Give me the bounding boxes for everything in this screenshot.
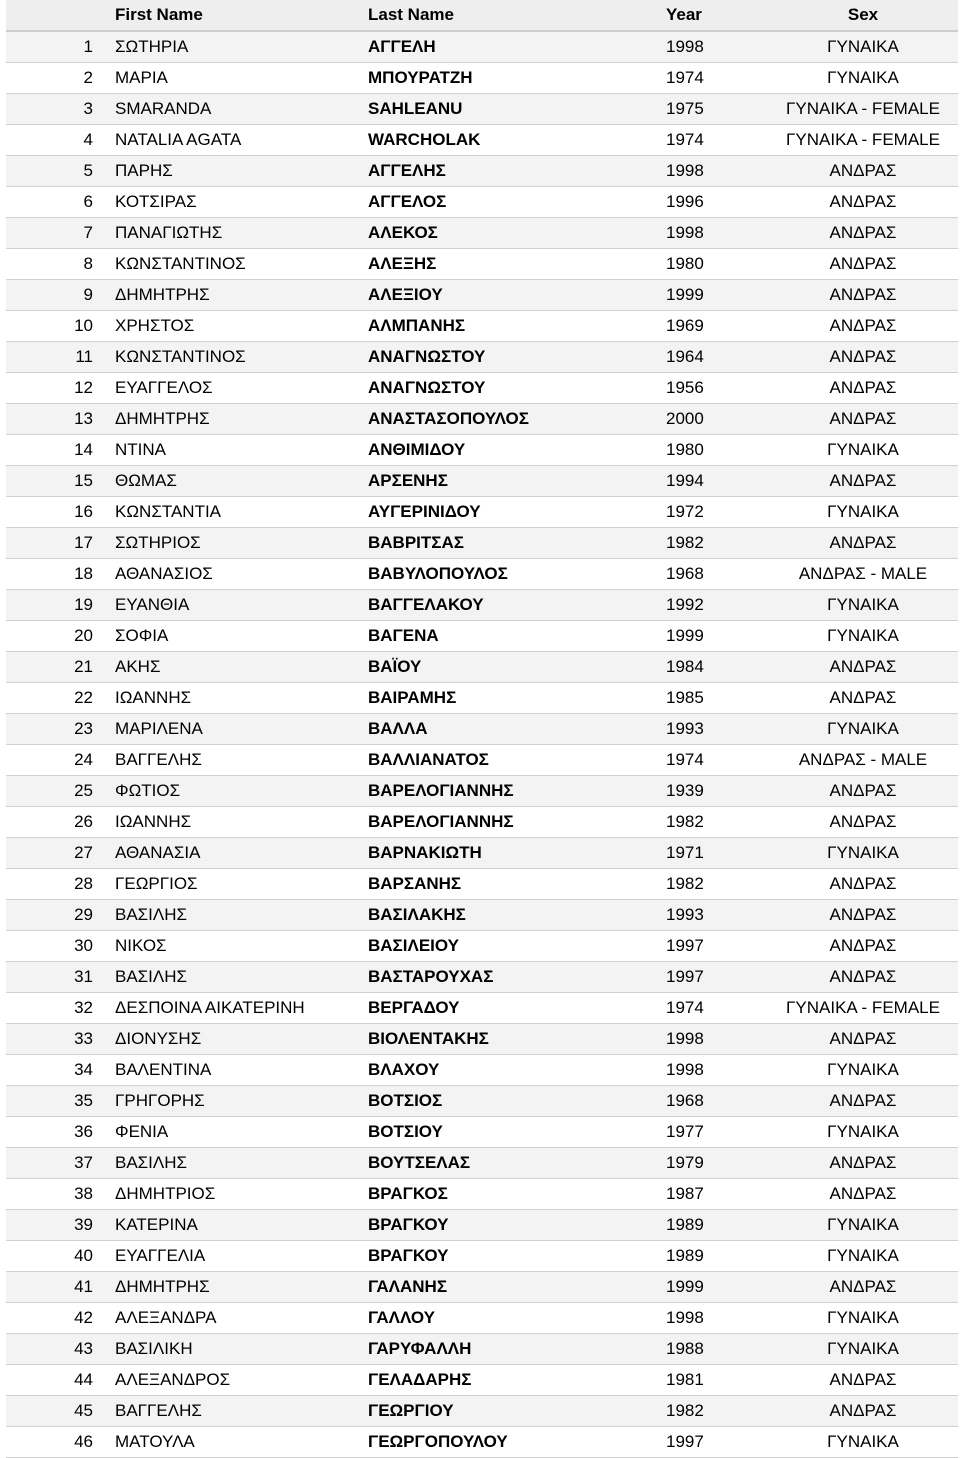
last-name-cell: ΒΑΛΛΙΑΝΑΤΟΣ xyxy=(358,745,658,776)
first-name-cell: ΕΥΑΝΘΙΑ xyxy=(105,590,358,621)
first-name-cell: ΒΑΛΕΝΤΙΝΑ xyxy=(105,1055,358,1086)
year-cell: 1997 xyxy=(658,931,768,962)
year-cell: 1984 xyxy=(658,652,768,683)
last-name-cell: ΓΑΛΑΝΗΣ xyxy=(358,1272,658,1303)
last-name-cell: ΑΥΓΕΡΙΝΙΔΟΥ xyxy=(358,497,658,528)
table-row xyxy=(6,590,958,621)
sex-cell: ΑΝΔΡΑΣ xyxy=(768,1365,958,1396)
year-cell: 1969 xyxy=(658,311,768,342)
row-number: 45 xyxy=(6,1396,105,1427)
row-number: 39 xyxy=(6,1210,105,1241)
year-cell: 1968 xyxy=(658,1086,768,1117)
first-name-cell: ΚΩΝΣΤΑΝΤΙΝΟΣ xyxy=(105,342,358,373)
row-number: 43 xyxy=(6,1334,105,1365)
sex-cell: ΓΥΝΑΙΚΑ - FEMALE xyxy=(768,993,958,1024)
sex-cell: ΑΝΔΡΑΣ xyxy=(768,931,958,962)
year-cell: 1977 xyxy=(658,1117,768,1148)
last-name-cell: ΒΑΡΣΑΝΗΣ xyxy=(358,869,658,900)
first-name-cell: ΜΑΡΙΑ xyxy=(105,63,358,94)
year-cell: 1982 xyxy=(658,1396,768,1427)
first-name-cell: ΑΛΕΞΑΝΔΡΟΣ xyxy=(105,1365,358,1396)
sex-cell: ΑΝΔΡΑΣ - MALE xyxy=(768,745,958,776)
first-name-cell: ΔΗΜΗΤΡΗΣ xyxy=(105,280,358,311)
year-cell: 1981 xyxy=(658,1365,768,1396)
header-row xyxy=(6,0,958,31)
year-cell: 1974 xyxy=(658,745,768,776)
sex-cell: ΑΝΔΡΑΣ xyxy=(768,528,958,559)
row-number: 13 xyxy=(6,404,105,435)
year-cell: 1985 xyxy=(658,683,768,714)
first-name-cell: ΣΩΤΗΡΙΟΣ xyxy=(105,528,358,559)
row-number: 35 xyxy=(6,1086,105,1117)
sex-cell: ΓΥΝΑΙΚΑ xyxy=(768,1303,958,1334)
row-number: 32 xyxy=(6,993,105,1024)
first-name-cell: ΦΩΤΙΟΣ xyxy=(105,776,358,807)
table-row xyxy=(6,776,958,807)
last-name-cell: ΑΓΓΕΛΗΣ xyxy=(358,156,658,187)
last-name-cell: ΑΛΕΞΗΣ xyxy=(358,249,658,280)
table-row xyxy=(6,838,958,869)
first-name-cell: ΕΥΑΓΓΕΛΙΑ xyxy=(105,1241,358,1272)
table-row xyxy=(6,435,958,466)
table-row xyxy=(6,714,958,745)
year-cell: 1996 xyxy=(658,187,768,218)
row-number: 46 xyxy=(6,1427,105,1458)
sex-cell: ΓΥΝΑΙΚΑ xyxy=(768,1055,958,1086)
year-cell: 1988 xyxy=(658,1334,768,1365)
header-last-name: Last Name xyxy=(358,0,658,31)
year-cell: 1998 xyxy=(658,1024,768,1055)
year-cell: 1980 xyxy=(658,435,768,466)
last-name-cell: ΑΓΓΕΛΗ xyxy=(358,31,658,63)
table-row xyxy=(6,1179,958,1210)
header-number xyxy=(6,0,105,31)
first-name-cell: ΣΩΤΗΡΙΑ xyxy=(105,31,358,63)
year-cell: 1997 xyxy=(658,1427,768,1458)
last-name-cell: ΒΟΤΣΙΟΣ xyxy=(358,1086,658,1117)
row-number: 41 xyxy=(6,1272,105,1303)
row-number: 26 xyxy=(6,807,105,838)
sex-cell: ΑΝΔΡΑΣ xyxy=(768,776,958,807)
sex-cell: ΓΥΝΑΙΚΑ xyxy=(768,838,958,869)
table-row xyxy=(6,1148,958,1179)
row-number: 29 xyxy=(6,900,105,931)
sex-cell: ΑΝΔΡΑΣ xyxy=(768,1396,958,1427)
last-name-cell: ΒΑΒΡΙΤΣΑΣ xyxy=(358,528,658,559)
year-cell: 1999 xyxy=(658,1272,768,1303)
row-number: 15 xyxy=(6,466,105,497)
sex-cell: ΑΝΔΡΑΣ xyxy=(768,466,958,497)
row-number: 36 xyxy=(6,1117,105,1148)
first-name-cell: ΝΙΚΟΣ xyxy=(105,931,358,962)
participants-table xyxy=(6,0,958,1458)
table-row xyxy=(6,993,958,1024)
year-cell: 1999 xyxy=(658,621,768,652)
first-name-cell: ΚΟΤΣΙΡΑΣ xyxy=(105,187,358,218)
table-row xyxy=(6,1241,958,1272)
table-row xyxy=(6,1055,958,1086)
first-name-cell: ΒΑΓΓΕΛΗΣ xyxy=(105,745,358,776)
row-number: 17 xyxy=(6,528,105,559)
last-name-cell: ΒΑΙΡΑΜΗΣ xyxy=(358,683,658,714)
first-name-cell: ΝΤΙΝΑ xyxy=(105,435,358,466)
first-name-cell: ΣΟΦΙΑ xyxy=(105,621,358,652)
row-number: 4 xyxy=(6,125,105,156)
last-name-cell: ΑΡΣΕΝΗΣ xyxy=(358,466,658,497)
last-name-cell: ΒΑΓΕΝΑ xyxy=(358,621,658,652)
table-row xyxy=(6,280,958,311)
year-cell: 1998 xyxy=(658,156,768,187)
last-name-cell: ΒΑΪΟΥ xyxy=(358,652,658,683)
row-number: 14 xyxy=(6,435,105,466)
year-cell: 1994 xyxy=(658,466,768,497)
year-cell: 2000 xyxy=(658,404,768,435)
table-row xyxy=(6,125,958,156)
first-name-cell: NATALIA AGATA xyxy=(105,125,358,156)
sex-cell: ΓΥΝΑΙΚΑ xyxy=(768,497,958,528)
last-name-cell: ΒΑΣΙΛΕΙΟΥ xyxy=(358,931,658,962)
table-row xyxy=(6,373,958,404)
row-number: 7 xyxy=(6,218,105,249)
first-name-cell: ΙΩΑΝΝΗΣ xyxy=(105,807,358,838)
sex-cell: ΓΥΝΑΙΚΑ xyxy=(768,31,958,63)
table-row xyxy=(6,497,958,528)
sex-cell: ΓΥΝΑΙΚΑ - FEMALE xyxy=(768,125,958,156)
last-name-cell: ΑΛΕΞΙΟΥ xyxy=(358,280,658,311)
table-row xyxy=(6,1334,958,1365)
sex-cell: ΓΥΝΑΙΚΑ xyxy=(768,621,958,652)
last-name-cell: ΑΝΑΣΤΑΣΟΠΟΥΛΟΣ xyxy=(358,404,658,435)
sex-cell: ΓΥΝΑΙΚΑ xyxy=(768,63,958,94)
first-name-cell: ΔΗΜΗΤΡΗΣ xyxy=(105,1272,358,1303)
sex-cell: ΑΝΔΡΑΣ xyxy=(768,869,958,900)
row-number: 19 xyxy=(6,590,105,621)
table-row xyxy=(6,404,958,435)
row-number: 18 xyxy=(6,559,105,590)
year-cell: 1989 xyxy=(658,1210,768,1241)
sex-cell: ΓΥΝΑΙΚΑ xyxy=(768,1117,958,1148)
first-name-cell: ΒΑΣΙΛΗΣ xyxy=(105,962,358,993)
row-number: 1 xyxy=(6,31,105,63)
sex-cell: ΑΝΔΡΑΣ xyxy=(768,311,958,342)
sex-cell: ΑΝΔΡΑΣ xyxy=(768,218,958,249)
row-number: 22 xyxy=(6,683,105,714)
table-row xyxy=(6,466,958,497)
first-name-cell: ΔΗΜΗΤΡΙΟΣ xyxy=(105,1179,358,1210)
sex-cell: ΓΥΝΑΙΚΑ xyxy=(768,1210,958,1241)
last-name-cell: ΑΛΕΚΟΣ xyxy=(358,218,658,249)
table-row xyxy=(6,652,958,683)
table-row xyxy=(6,1303,958,1334)
row-number: 30 xyxy=(6,931,105,962)
table-row xyxy=(6,1272,958,1303)
last-name-cell: ΒΑΣΤΑΡΟΥΧΑΣ xyxy=(358,962,658,993)
first-name-cell: ΕΥΑΓΓΕΛΟΣ xyxy=(105,373,358,404)
first-name-cell: ΑΛΕΞΑΝΔΡΑ xyxy=(105,1303,358,1334)
sex-cell: ΑΝΔΡΑΣ xyxy=(768,652,958,683)
table-row xyxy=(6,1117,958,1148)
first-name-cell: ΒΑΣΙΛΗΣ xyxy=(105,1148,358,1179)
last-name-cell: ΑΛΜΠΑΝΗΣ xyxy=(358,311,658,342)
last-name-cell: ΑΝΘΙΜΙΔΟΥ xyxy=(358,435,658,466)
first-name-cell: ΒΑΓΓΕΛΗΣ xyxy=(105,1396,358,1427)
row-number: 20 xyxy=(6,621,105,652)
row-number: 8 xyxy=(6,249,105,280)
year-cell: 1974 xyxy=(658,63,768,94)
row-number: 23 xyxy=(6,714,105,745)
table-row xyxy=(6,869,958,900)
row-number: 12 xyxy=(6,373,105,404)
first-name-cell: ΙΩΑΝΝΗΣ xyxy=(105,683,358,714)
table-body xyxy=(6,31,958,1458)
row-number: 16 xyxy=(6,497,105,528)
row-number: 21 xyxy=(6,652,105,683)
year-cell: 1968 xyxy=(658,559,768,590)
row-number: 10 xyxy=(6,311,105,342)
sex-cell: ΓΥΝΑΙΚΑ xyxy=(768,1427,958,1458)
row-number: 40 xyxy=(6,1241,105,1272)
year-cell: 1998 xyxy=(658,218,768,249)
sex-cell: ΑΝΔΡΑΣ xyxy=(768,404,958,435)
last-name-cell: ΒΡΑΓΚΟΥ xyxy=(358,1241,658,1272)
last-name-cell: ΒΑΡΕΛΟΓΙΑΝΝΗΣ xyxy=(358,807,658,838)
header-sex: Sex xyxy=(768,0,958,31)
sex-cell: ΑΝΔΡΑΣ xyxy=(768,249,958,280)
year-cell: 1999 xyxy=(658,280,768,311)
year-cell: 1997 xyxy=(658,962,768,993)
last-name-cell: ΒΛΑΧΟΥ xyxy=(358,1055,658,1086)
first-name-cell: ΦΕΝΙΑ xyxy=(105,1117,358,1148)
last-name-cell: ΒΡΑΓΚΟΣ xyxy=(358,1179,658,1210)
year-cell: 1974 xyxy=(658,993,768,1024)
first-name-cell: ΠΑΡΗΣ xyxy=(105,156,358,187)
last-name-cell: ΒΡΑΓΚΟΥ xyxy=(358,1210,658,1241)
first-name-cell: ΑΘΑΝΑΣΙΑ xyxy=(105,838,358,869)
table-row xyxy=(6,962,958,993)
last-name-cell: ΒΑΡΕΛΟΓΙΑΝΝΗΣ xyxy=(358,776,658,807)
last-name-cell: ΑΝΑΓΝΩΣΤΟΥ xyxy=(358,373,658,404)
table-row xyxy=(6,528,958,559)
year-cell: 1998 xyxy=(658,1303,768,1334)
last-name-cell: ΑΓΓΕΛΟΣ xyxy=(358,187,658,218)
sex-cell: ΓΥΝΑΙΚΑ xyxy=(768,590,958,621)
table-row xyxy=(6,807,958,838)
last-name-cell: ΑΝΑΓΝΩΣΤΟΥ xyxy=(358,342,658,373)
table-row xyxy=(6,559,958,590)
first-name-cell: ΘΩΜΑΣ xyxy=(105,466,358,497)
sex-cell: ΓΥΝΑΙΚΑ xyxy=(768,1241,958,1272)
row-number: 9 xyxy=(6,280,105,311)
first-name-cell: ΚΩΝΣΤΑΝΤΙΝΟΣ xyxy=(105,249,358,280)
row-number: 6 xyxy=(6,187,105,218)
first-name-cell: ΧΡΗΣΤΟΣ xyxy=(105,311,358,342)
sex-cell: ΑΝΔΡΑΣ xyxy=(768,683,958,714)
year-cell: 1964 xyxy=(658,342,768,373)
last-name-cell: ΒΑΒΥΛΟΠΟΥΛΟΣ xyxy=(358,559,658,590)
first-name-cell: ΑΘΑΝΑΣΙΟΣ xyxy=(105,559,358,590)
year-cell: 1993 xyxy=(658,714,768,745)
year-cell: 1989 xyxy=(658,1241,768,1272)
row-number: 24 xyxy=(6,745,105,776)
sex-cell: ΓΥΝΑΙΚΑ xyxy=(768,714,958,745)
year-cell: 1972 xyxy=(658,497,768,528)
year-cell: 1979 xyxy=(658,1148,768,1179)
last-name-cell: WARCHOLAK xyxy=(358,125,658,156)
table-row xyxy=(6,900,958,931)
sex-cell: ΑΝΔΡΑΣ xyxy=(768,1086,958,1117)
year-cell: 1971 xyxy=(658,838,768,869)
first-name-cell: ΜΑΤΟΥΛΑ xyxy=(105,1427,358,1458)
year-cell: 1975 xyxy=(658,94,768,125)
last-name-cell: ΜΠΟΥΡΑΤΖΗ xyxy=(358,63,658,94)
sex-cell: ΑΝΔΡΑΣ xyxy=(768,342,958,373)
last-name-cell: ΓΕΩΡΓΙΟΥ xyxy=(358,1396,658,1427)
last-name-cell: ΓΕΩΡΓΟΠΟΥΛΟΥ xyxy=(358,1427,658,1458)
row-number: 33 xyxy=(6,1024,105,1055)
sex-cell: ΑΝΔΡΑΣ xyxy=(768,1272,958,1303)
first-name-cell: ΒΑΣΙΛΙΚΗ xyxy=(105,1334,358,1365)
last-name-cell: ΓΑΛΛΟΥ xyxy=(358,1303,658,1334)
row-number: 11 xyxy=(6,342,105,373)
first-name-cell: ΔΙΟΝΥΣΗΣ xyxy=(105,1024,358,1055)
year-cell: 1998 xyxy=(658,31,768,63)
table-row xyxy=(6,1024,958,1055)
table-row xyxy=(6,31,958,63)
row-number: 37 xyxy=(6,1148,105,1179)
table-row xyxy=(6,1396,958,1427)
table-row xyxy=(6,683,958,714)
row-number: 44 xyxy=(6,1365,105,1396)
header-first-name: First Name xyxy=(105,0,358,31)
sex-cell: ΑΝΔΡΑΣ xyxy=(768,807,958,838)
table-row xyxy=(6,63,958,94)
row-number: 31 xyxy=(6,962,105,993)
sex-cell: ΑΝΔΡΑΣ xyxy=(768,156,958,187)
sex-cell: ΑΝΔΡΑΣ xyxy=(768,1148,958,1179)
table-row xyxy=(6,1427,958,1458)
last-name-cell: ΓΑΡΥΦΑΛΛΗ xyxy=(358,1334,658,1365)
first-name-cell: ΒΑΣΙΛΗΣ xyxy=(105,900,358,931)
table-row xyxy=(6,1365,958,1396)
table-row xyxy=(6,249,958,280)
year-cell: 1980 xyxy=(658,249,768,280)
table-row xyxy=(6,342,958,373)
year-cell: 1982 xyxy=(658,528,768,559)
table-row xyxy=(6,621,958,652)
first-name-cell: ΚΑΤΕΡΙΝΑ xyxy=(105,1210,358,1241)
sex-cell: ΑΝΔΡΑΣ xyxy=(768,187,958,218)
sex-cell: ΓΥΝΑΙΚΑ xyxy=(768,435,958,466)
sex-cell: ΑΝΔΡΑΣ - MALE xyxy=(768,559,958,590)
table-row xyxy=(6,156,958,187)
table-row xyxy=(6,311,958,342)
row-number: 2 xyxy=(6,63,105,94)
sex-cell: ΑΝΔΡΑΣ xyxy=(768,1179,958,1210)
last-name-cell: ΒΕΡΓΑΔΟΥ xyxy=(358,993,658,1024)
last-name-cell: SAHLEANU xyxy=(358,94,658,125)
table-row xyxy=(6,1210,958,1241)
table-row xyxy=(6,745,958,776)
year-cell: 1992 xyxy=(658,590,768,621)
last-name-cell: ΒΑΣΙΛΑΚΗΣ xyxy=(358,900,658,931)
year-cell: 1982 xyxy=(658,807,768,838)
table-row xyxy=(6,187,958,218)
last-name-cell: ΒΑΡΝΑΚΙΩΤΗ xyxy=(358,838,658,869)
row-number: 3 xyxy=(6,94,105,125)
year-cell: 1993 xyxy=(658,900,768,931)
header-year: Year xyxy=(658,0,768,31)
row-number: 42 xyxy=(6,1303,105,1334)
table-row xyxy=(6,931,958,962)
first-name-cell: ΔΕΣΠΟΙΝΑ ΑΙΚΑΤΕΡΙΝΗ xyxy=(105,993,358,1024)
sex-cell: ΓΥΝΑΙΚΑ - FEMALE xyxy=(768,94,958,125)
year-cell: 1939 xyxy=(658,776,768,807)
year-cell: 1998 xyxy=(658,1055,768,1086)
sex-cell: ΑΝΔΡΑΣ xyxy=(768,962,958,993)
last-name-cell: ΒΑΓΓΕΛΑΚΟΥ xyxy=(358,590,658,621)
year-cell: 1987 xyxy=(658,1179,768,1210)
first-name-cell: ΓΕΩΡΓΙΟΣ xyxy=(105,869,358,900)
sex-cell: ΑΝΔΡΑΣ xyxy=(768,280,958,311)
table-row xyxy=(6,218,958,249)
last-name-cell: ΒΙΟΛΕΝΤΑΚΗΣ xyxy=(358,1024,658,1055)
first-name-cell: ΚΩΝΣΤΑΝΤΙΑ xyxy=(105,497,358,528)
row-number: 28 xyxy=(6,869,105,900)
last-name-cell: ΓΕΛΑΔΑΡΗΣ xyxy=(358,1365,658,1396)
last-name-cell: ΒΑΛΛΑ xyxy=(358,714,658,745)
last-name-cell: ΒΟΤΣΙΟΥ xyxy=(358,1117,658,1148)
sex-cell: ΑΝΔΡΑΣ xyxy=(768,373,958,404)
sex-cell: ΑΝΔΡΑΣ xyxy=(768,1024,958,1055)
year-cell: 1956 xyxy=(658,373,768,404)
sex-cell: ΓΥΝΑΙΚΑ xyxy=(768,1334,958,1365)
row-number: 38 xyxy=(6,1179,105,1210)
year-cell: 1982 xyxy=(658,869,768,900)
first-name-cell: ΔΗΜΗΤΡΗΣ xyxy=(105,404,358,435)
row-number: 27 xyxy=(6,838,105,869)
row-number: 25 xyxy=(6,776,105,807)
row-number: 5 xyxy=(6,156,105,187)
first-name-cell: ΑΚΗΣ xyxy=(105,652,358,683)
sex-cell: ΑΝΔΡΑΣ xyxy=(768,900,958,931)
first-name-cell: ΜΑΡΙΛΕΝΑ xyxy=(105,714,358,745)
table-row xyxy=(6,1086,958,1117)
first-name-cell: SMARANDA xyxy=(105,94,358,125)
year-cell: 1974 xyxy=(658,125,768,156)
last-name-cell: ΒΟΥΤΣΕΛΑΣ xyxy=(358,1148,658,1179)
row-number: 34 xyxy=(6,1055,105,1086)
first-name-cell: ΓΡΗΓΟΡΗΣ xyxy=(105,1086,358,1117)
table-row xyxy=(6,94,958,125)
first-name-cell: ΠΑΝΑΓΙΩΤΗΣ xyxy=(105,218,358,249)
